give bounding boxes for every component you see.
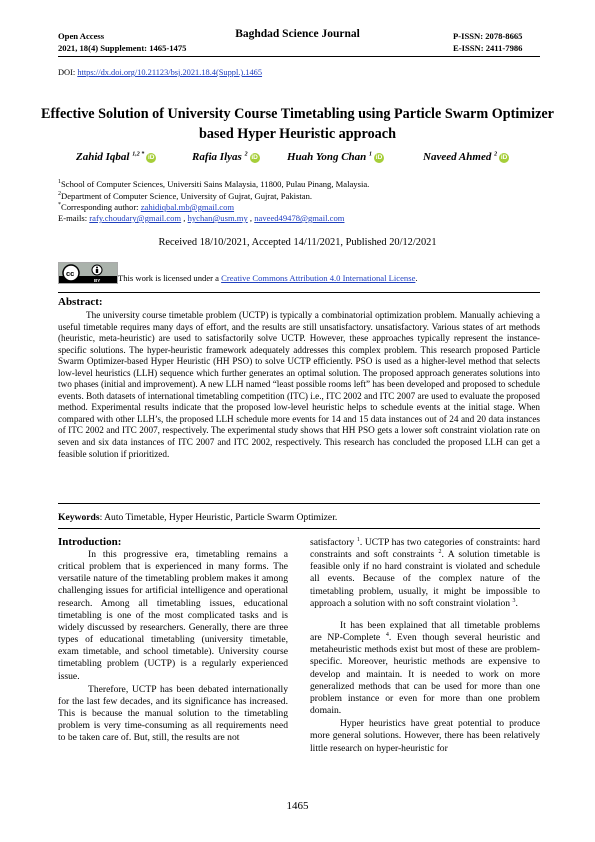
text-run: It has been explained that all timetable problems are NP-Complete — [310, 619, 540, 644]
license-link[interactable]: Creative Commons Attribution 4.0 International License — [221, 273, 416, 283]
email-sep: , — [181, 213, 188, 223]
journal-access-label: Open Access — [58, 31, 105, 41]
abstract-heading: Abstract: — [58, 296, 103, 308]
abstract-rule — [58, 503, 540, 504]
cc-by-icon[interactable] — [58, 262, 118, 284]
emails-line — [58, 213, 344, 224]
keywords-text: : Auto Timetable, Hyper Heuristic, Particle Swarm Optimizer. — [99, 512, 338, 523]
license-text: This work is licensed under a — [118, 273, 222, 283]
intro-heading: Introduction: — [58, 536, 122, 548]
license-end: . — [415, 273, 418, 283]
aff-sup: 2 — [58, 191, 61, 198]
paper-title: Effective Solution of University Course Timetabling using Particle Swarm Optimizer based Hyper Heuristic approach — [41, 106, 554, 142]
author-name: Naveed Ahmed — [423, 151, 492, 163]
corr-email-link[interactable]: zahidiqbal.mb@gmail.com — [140, 202, 235, 212]
intro-paragraph-4 — [310, 620, 540, 717]
affiliation-2 — [58, 191, 312, 202]
license-rule — [58, 292, 540, 293]
keywords-label: Keywords — [58, 512, 100, 523]
email-link[interactable]: naveed49478@gmail.com — [254, 213, 345, 223]
author-sup: 2 — [494, 151, 498, 158]
intro-paragraph-1: In this progressive era, timetabling remains a critical problem that is experienced in many forms. The versatile nature of the timetabling problem makes it among challenging issues for artificial intelligence and operational research. Among all timetabling issues, educational timetabling is one of the most complicated tasks and is widely discussed by researchers. Generally, there are three types of educational timetabling (university timetable, exam timetable, and school timetable). University course timetabling problem (UCTP) is a regularly experienced issue. — [58, 549, 288, 682]
dates-line: Received 18/10/2021, Accepted 14/11/2021, Published 20/12/2021 — [158, 237, 437, 248]
page-number: 1465 — [286, 800, 309, 812]
corr-label: Corresponding author: — [61, 202, 141, 212]
author-name: Huah Yong Chan — [287, 151, 367, 163]
intro-paragraph-5: Hyper heuristics have great potential to produce more general solutions. However, there has been relatively little research on hyper-heuristic for — [310, 718, 540, 754]
doi-link[interactable]: https://dx.doi.org/10.21123/bsj.2021.18.4(Suppl.).1465 — [77, 68, 263, 77]
citation-sup: 1 — [356, 536, 360, 543]
intro-left-column — [58, 549, 288, 745]
keywords-rule — [58, 528, 540, 529]
abstract-body: The university course timetable problem (UCTP) is typically a combinatorial optimization problem. Manually achieving a useful timetable requires many days of effort, and the results are still unsatisfactory. unsatisfactory. Various states of art methods (heuristic, meta-heuristic) are used to satisfactorily solve UCTP. However, these approaches typically represent the instance-specific solutions. The hyper-heuristic framework adequately addresses this complex problem. This research proposed Particle Swarm Optimizer-based Hyper Heuristic (HH PSO) to solve UCTP efficiently. PSO is used as a higher-level method that selects low-level heuristics (LLH) sequence which further generates an optimal solution. The proposed approach generates solutions into two phases (initial and improvement). A new LLH named “least possible rooms left” has been developed and proposed to schedule events. Both datasets of international timetabling competition (ITC) i.e., ITC 2002 and ITC 2007 are used to evaluate the proposed method. Experimental results indicate that the proposed low-level heuristic helps to schedule events at the initial stage. When compared with other LLH’s, the proposed LLH schedule more events for 14 and 15 data instances out of 24 and 20 data instances of ITC 2002 and ITC 2007, respectively. The experimental study shows that HH PSO gets a lower soft constraint violation rate on seven and six data instances of ITC 2007 and ITC 2002, respectively. This research has concluded the proposed LLH can get a feasible solution if prioritized. — [58, 310, 540, 459]
text-run: satisfactory — [310, 537, 357, 548]
email-sep: , — [247, 213, 255, 223]
affiliation-1 — [58, 179, 369, 190]
author-3 — [287, 151, 384, 163]
orcid-icon[interactable]: iD — [500, 154, 508, 161]
aff-sup: * — [58, 202, 61, 209]
print-issn: P-ISSN: 2078-8665 — [453, 31, 523, 41]
corresponding-author — [58, 202, 234, 213]
text-run: . A solution timetable is feasible only if no hard constraint is violated and schedule all events. Because of the complex nature of the timetabling problem, usually, it might be impossible to approach a solution with no soft constraint violation — [310, 549, 540, 609]
cc-by-icon-graphic — [59, 263, 117, 283]
author-2 — [192, 151, 260, 163]
author-sup: 1,2 * — [132, 151, 145, 158]
aff-text: School of Computer Sciences, Universiti Sains Malaysia, 11800, Pulau Pinang, Malaysia. — [61, 179, 370, 189]
author-sup: 1 — [369, 151, 373, 158]
emails-label: E-mails: — [58, 213, 90, 223]
doi-label: DOI: — [58, 68, 76, 77]
journal-name: Baghdad Science Journal — [235, 28, 360, 40]
orcid-icon[interactable]: iD — [251, 154, 258, 161]
abstract-text — [58, 310, 540, 460]
text-run: . — [515, 597, 518, 609]
aff-text: Department of Computer Science, University of Gujrat, Gujrat, Pakistan. — [61, 191, 313, 201]
orcid-icon[interactable]: iD — [147, 154, 155, 161]
author-4 — [423, 151, 509, 163]
citation-sup: 2 — [438, 548, 442, 555]
aff-sup: 1 — [58, 179, 61, 186]
author-name: Zahid Iqbal — [76, 151, 130, 163]
orcid-icon[interactable]: iD — [375, 154, 383, 161]
keywords-line — [58, 512, 337, 523]
svg-text:cc: cc — [66, 269, 75, 278]
email-link[interactable]: hychan@usm.my — [187, 213, 248, 223]
intro-right-column — [310, 537, 540, 755]
intro-paragraph-3 — [310, 537, 540, 610]
citation-sup: 3 — [512, 597, 516, 604]
electronic-issn: E-ISSN: 2411-7986 — [453, 43, 523, 53]
citation-sup: 4 — [385, 631, 389, 638]
header-rule — [58, 56, 540, 57]
author-1 — [76, 151, 156, 163]
svg-text:BY: BY — [94, 278, 101, 283]
author-name: Rafia Ilyas — [192, 151, 242, 163]
journal-issue-info: 2021, 18(4) Supplement: 1465-1475 — [58, 43, 187, 53]
doi-line — [58, 68, 262, 77]
intro-paragraph-2: Therefore, UCTP has been debated internationally for the last few decades, and its significance has increased. This is because the manual solution to the timetabling problem is very time-consuming as all requirements need to be taken care of. But, still, the results are not — [58, 683, 288, 744]
email-link[interactable]: rafy.choudary@gmail.com — [89, 213, 182, 223]
author-list — [0, 151, 595, 169]
license-line — [118, 273, 418, 283]
author-sup: 2 — [244, 151, 248, 158]
text-run: . UCTP has two categories of constraints: hard constraints and soft constraints — [310, 537, 540, 561]
text-run: . Even though several heuristic and metaheuristic methods exist but most of these are problem-specific. Moreover, heuristic methods are expensive to develop and maintain. It is needed to work on more generalized methods that can be used for more than one problem instance or even for more than one problem domain. — [310, 632, 540, 717]
